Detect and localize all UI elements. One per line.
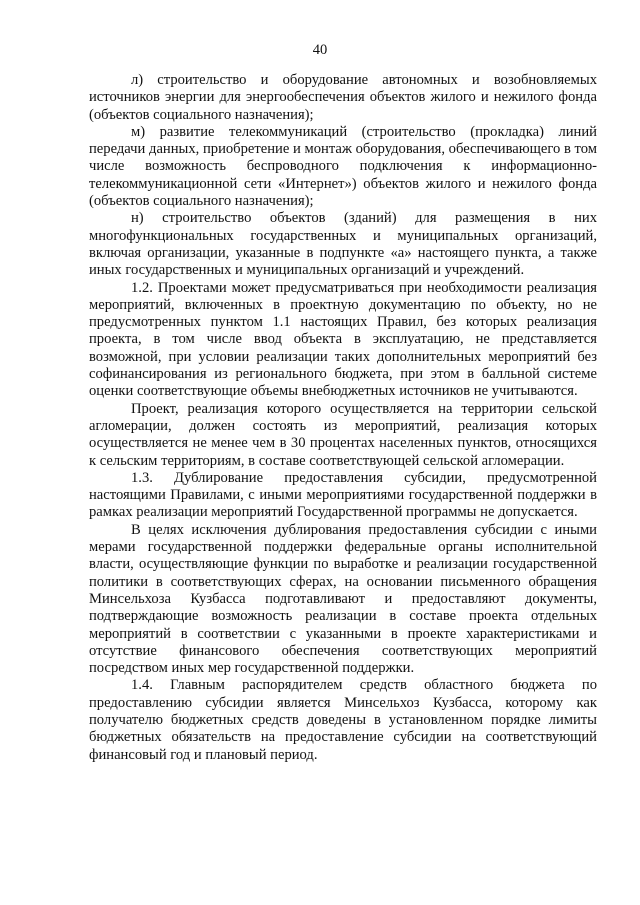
paragraph-1-2: 1.2. Проектами может предусматриваться при необходимости реализация мероприятий, включенных в проектную документацию по объекту, но не предусмотренных пунктом 1.1 настоящих Правил, без которых реализация проекта, в том числе ввод объекта в эксплуатацию, не представляется возможной, при условии реализации таких дополнительных мероприятий без софинансирования из регионального бюджета, при этом в балльной системе оценки соответствующие объемы внебюджетных источников не учитываются.	[89, 279, 597, 400]
paragraph-item-l: л) строительство и оборудование автономных и возобновляемых источников энергии для энергообеспечения объектов жилого и нежилого фонда (объектов социального назначения);	[89, 72, 597, 123]
paragraph-1-3: 1.3. Дублирование предоставления субсидии, предусмотренной настоящими Правилами, с иными мероприятиями государственной поддержки в рамках реализации мероприятий Государственной программы не допускается.	[89, 469, 597, 521]
paragraph-duplication: В целях исключения дублирования предоставления субсидии с иными мерами государственной поддержки федеральные органы исполнительной власти, осуществляющие функции по выработке и реализации государственной политики в соответствующих сферах, на основании письменного обращения Минсельхоза Кузбасса подготавливают и предоставляют документы, подтверждающие возможность реализации в составе проекта отдельных мероприятий в соответствии с указанными в проекте характеристиками и отсутствие финансового обеспечения соответствующих мероприятий посредством иных мер государственной поддержки.	[89, 521, 597, 677]
paragraph-item-n: н) строительство объектов (зданий) для размещения в них многофункциональных государственных и муниципальных организаций, включая организации, указанные в подпункте «а» настоящего пункта, а также иных государственных и муниципальных организаций и учреждений.	[89, 210, 597, 279]
page-number: 40	[312, 42, 328, 58]
paragraph-item-m: м) развитие телекоммуникаций (строительство (прокладка) линий передачи данных, приобретение и монтаж оборудования, обеспечивающего в том числе возможность беспроводного подключения к информационно-телекоммуникационной сети «Интернет») объектов жилого и нежилого фонда (объектов социального назначения);	[89, 123, 597, 210]
paragraph-1-4: 1.4. Главным распорядителем средств областного бюджета по предоставлению субсидии является Минсельхоз Кузбасса, которому как получателю бюджетных средств доведены в установленном порядке лимиты бюджетных обязательств на предоставление субсидии на соответствующий финансовый год и плановый период.	[89, 677, 597, 763]
paragraph-agglomeration: Проект, реализация которого осуществляется на территории сельской агломерации, должен состоять из мероприятий, реализация которых осуществляется не менее чем в 30 процентах населенных пунктов, относящихся к сельским территориям, в составе соответствующей сельской агломерации.	[89, 400, 597, 469]
document-body	[89, 72, 597, 764]
